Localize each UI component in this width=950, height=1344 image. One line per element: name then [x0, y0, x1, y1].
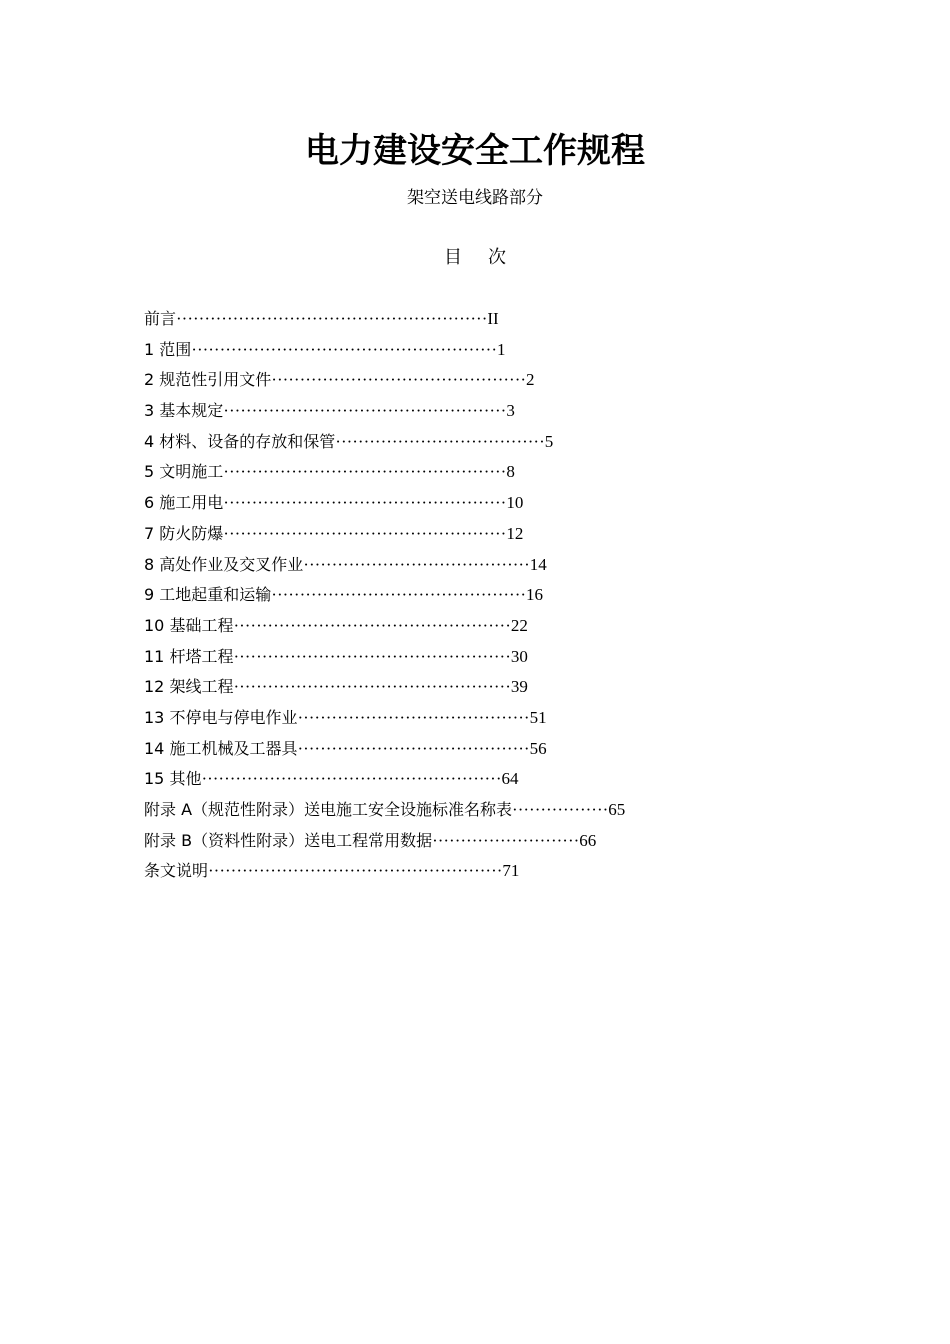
toc-leader-dots: ···················································· [208, 861, 503, 881]
toc-leader-dots: ·················································· [223, 523, 507, 543]
toc-heading: 目次 [444, 247, 532, 268]
toc-entry[interactable] [144, 427, 824, 458]
toc-page-number: 14 [529, 554, 547, 574]
toc-page-number: 51 [529, 707, 547, 727]
toc-entry[interactable] [144, 764, 824, 795]
toc-page-number: 30 [510, 646, 528, 666]
toc-entry-label: 13 不停电与停电作业 [144, 707, 298, 727]
toc-entry[interactable] [144, 335, 824, 366]
toc-entry-label: 条文说明 [144, 861, 209, 881]
toc-entry-label: 9 工地起重和运输 [144, 585, 272, 605]
toc-leader-dots: ········································ [303, 554, 530, 574]
toc-entry-label: 12 架线工程 [144, 677, 234, 697]
toc-page-number: 1 [496, 339, 506, 359]
toc-entry-label: 11 杆塔工程 [144, 646, 234, 666]
toc-leader-dots: ················································· [233, 646, 511, 666]
toc-entry-label: 附录 A（规范性附录）送电施工安全设施标准名称表 [144, 800, 513, 819]
document-subtitle: 架空送电线路部分 [407, 188, 543, 208]
toc-leader-dots: ········································· [297, 707, 530, 727]
toc-entry[interactable] [144, 457, 824, 488]
toc-page-number: 66 [579, 830, 597, 850]
toc-page-number: 65 [608, 800, 626, 819]
toc-entry-label: 10 基础工程 [144, 615, 234, 635]
toc-entry-label: 15 其他 [144, 769, 202, 789]
toc-leader-dots: ········································· [297, 738, 530, 758]
toc-page-number: 39 [510, 677, 528, 697]
toc-page-number: 8 [506, 462, 515, 482]
toc-entry-label: 3 基本规定 [144, 401, 224, 421]
table-of-contents [144, 304, 824, 887]
toc-leader-dots: ·················································· [223, 493, 507, 513]
toc-leader-dots: ····································· [335, 431, 545, 451]
toc-page-number: 12 [506, 523, 524, 543]
toc-page-number: 56 [529, 738, 547, 758]
toc-entry[interactable] [144, 703, 824, 734]
toc-leader-dots: ············································· [271, 585, 527, 605]
toc-entry[interactable] [144, 365, 824, 396]
document-title: 电力建设安全工作规程 [305, 131, 645, 171]
toc-entry-label: 附录 B（资料性附录）送电工程常用数据 [144, 830, 433, 850]
toc-page-number: 71 [502, 861, 520, 881]
toc-entry[interactable] [144, 642, 824, 673]
toc-entry-label: 1 范围 [144, 339, 192, 359]
toc-leader-dots: ············································· [271, 370, 527, 390]
toc-leader-dots: ······················································ [191, 339, 497, 359]
toc-page-number: 2 [526, 370, 535, 390]
toc-entry-label: 2 规范性引用文件 [144, 370, 272, 390]
toc-page-number: 64 [501, 769, 519, 789]
toc-leader-dots: ·················································· [223, 462, 507, 482]
toc-entry-label: 14 施工机械及工器具 [144, 738, 298, 758]
toc-entry[interactable] [144, 550, 824, 581]
toc-page-number: 3 [506, 401, 515, 421]
toc-leader-dots: ················································· [233, 677, 511, 697]
toc-page-number: II [487, 309, 499, 328]
toc-entry-label: 5 文明施工 [144, 462, 224, 482]
toc-entry[interactable] [144, 488, 824, 519]
toc-page-number: 16 [526, 585, 544, 605]
toc-entry-label: 8 高处作业及交叉作业 [144, 554, 304, 574]
toc-leader-dots: ················· [512, 800, 609, 819]
toc-entry[interactable] [144, 856, 824, 887]
toc-entry-label: 6 施工用电 [144, 493, 224, 513]
toc-leader-dots: ····················································· [201, 769, 502, 789]
toc-entry[interactable] [144, 795, 824, 826]
toc-entry[interactable] [144, 519, 824, 550]
toc-leader-dots: ················································· [233, 615, 511, 635]
toc-entry[interactable] [144, 396, 824, 427]
toc-page-number: 22 [510, 615, 528, 635]
toc-leader-dots: ······················································· [176, 309, 488, 328]
toc-entry-label: 4 材料、设备的存放和保管 [144, 431, 336, 451]
toc-entry[interactable] [144, 734, 824, 765]
toc-entry[interactable] [144, 672, 824, 703]
toc-entry-label: 前言 [144, 309, 177, 328]
toc-entry[interactable] [144, 826, 824, 857]
toc-leader-dots: ·················································· [223, 401, 507, 421]
toc-page-number: 10 [506, 493, 524, 513]
toc-page-number: 5 [544, 431, 554, 451]
toc-entry[interactable] [144, 304, 824, 335]
toc-leader-dots: ·························· [432, 830, 580, 850]
toc-entry[interactable] [144, 580, 824, 611]
toc-entry[interactable] [144, 611, 824, 642]
toc-entry-label: 7 防火防爆 [144, 523, 224, 543]
